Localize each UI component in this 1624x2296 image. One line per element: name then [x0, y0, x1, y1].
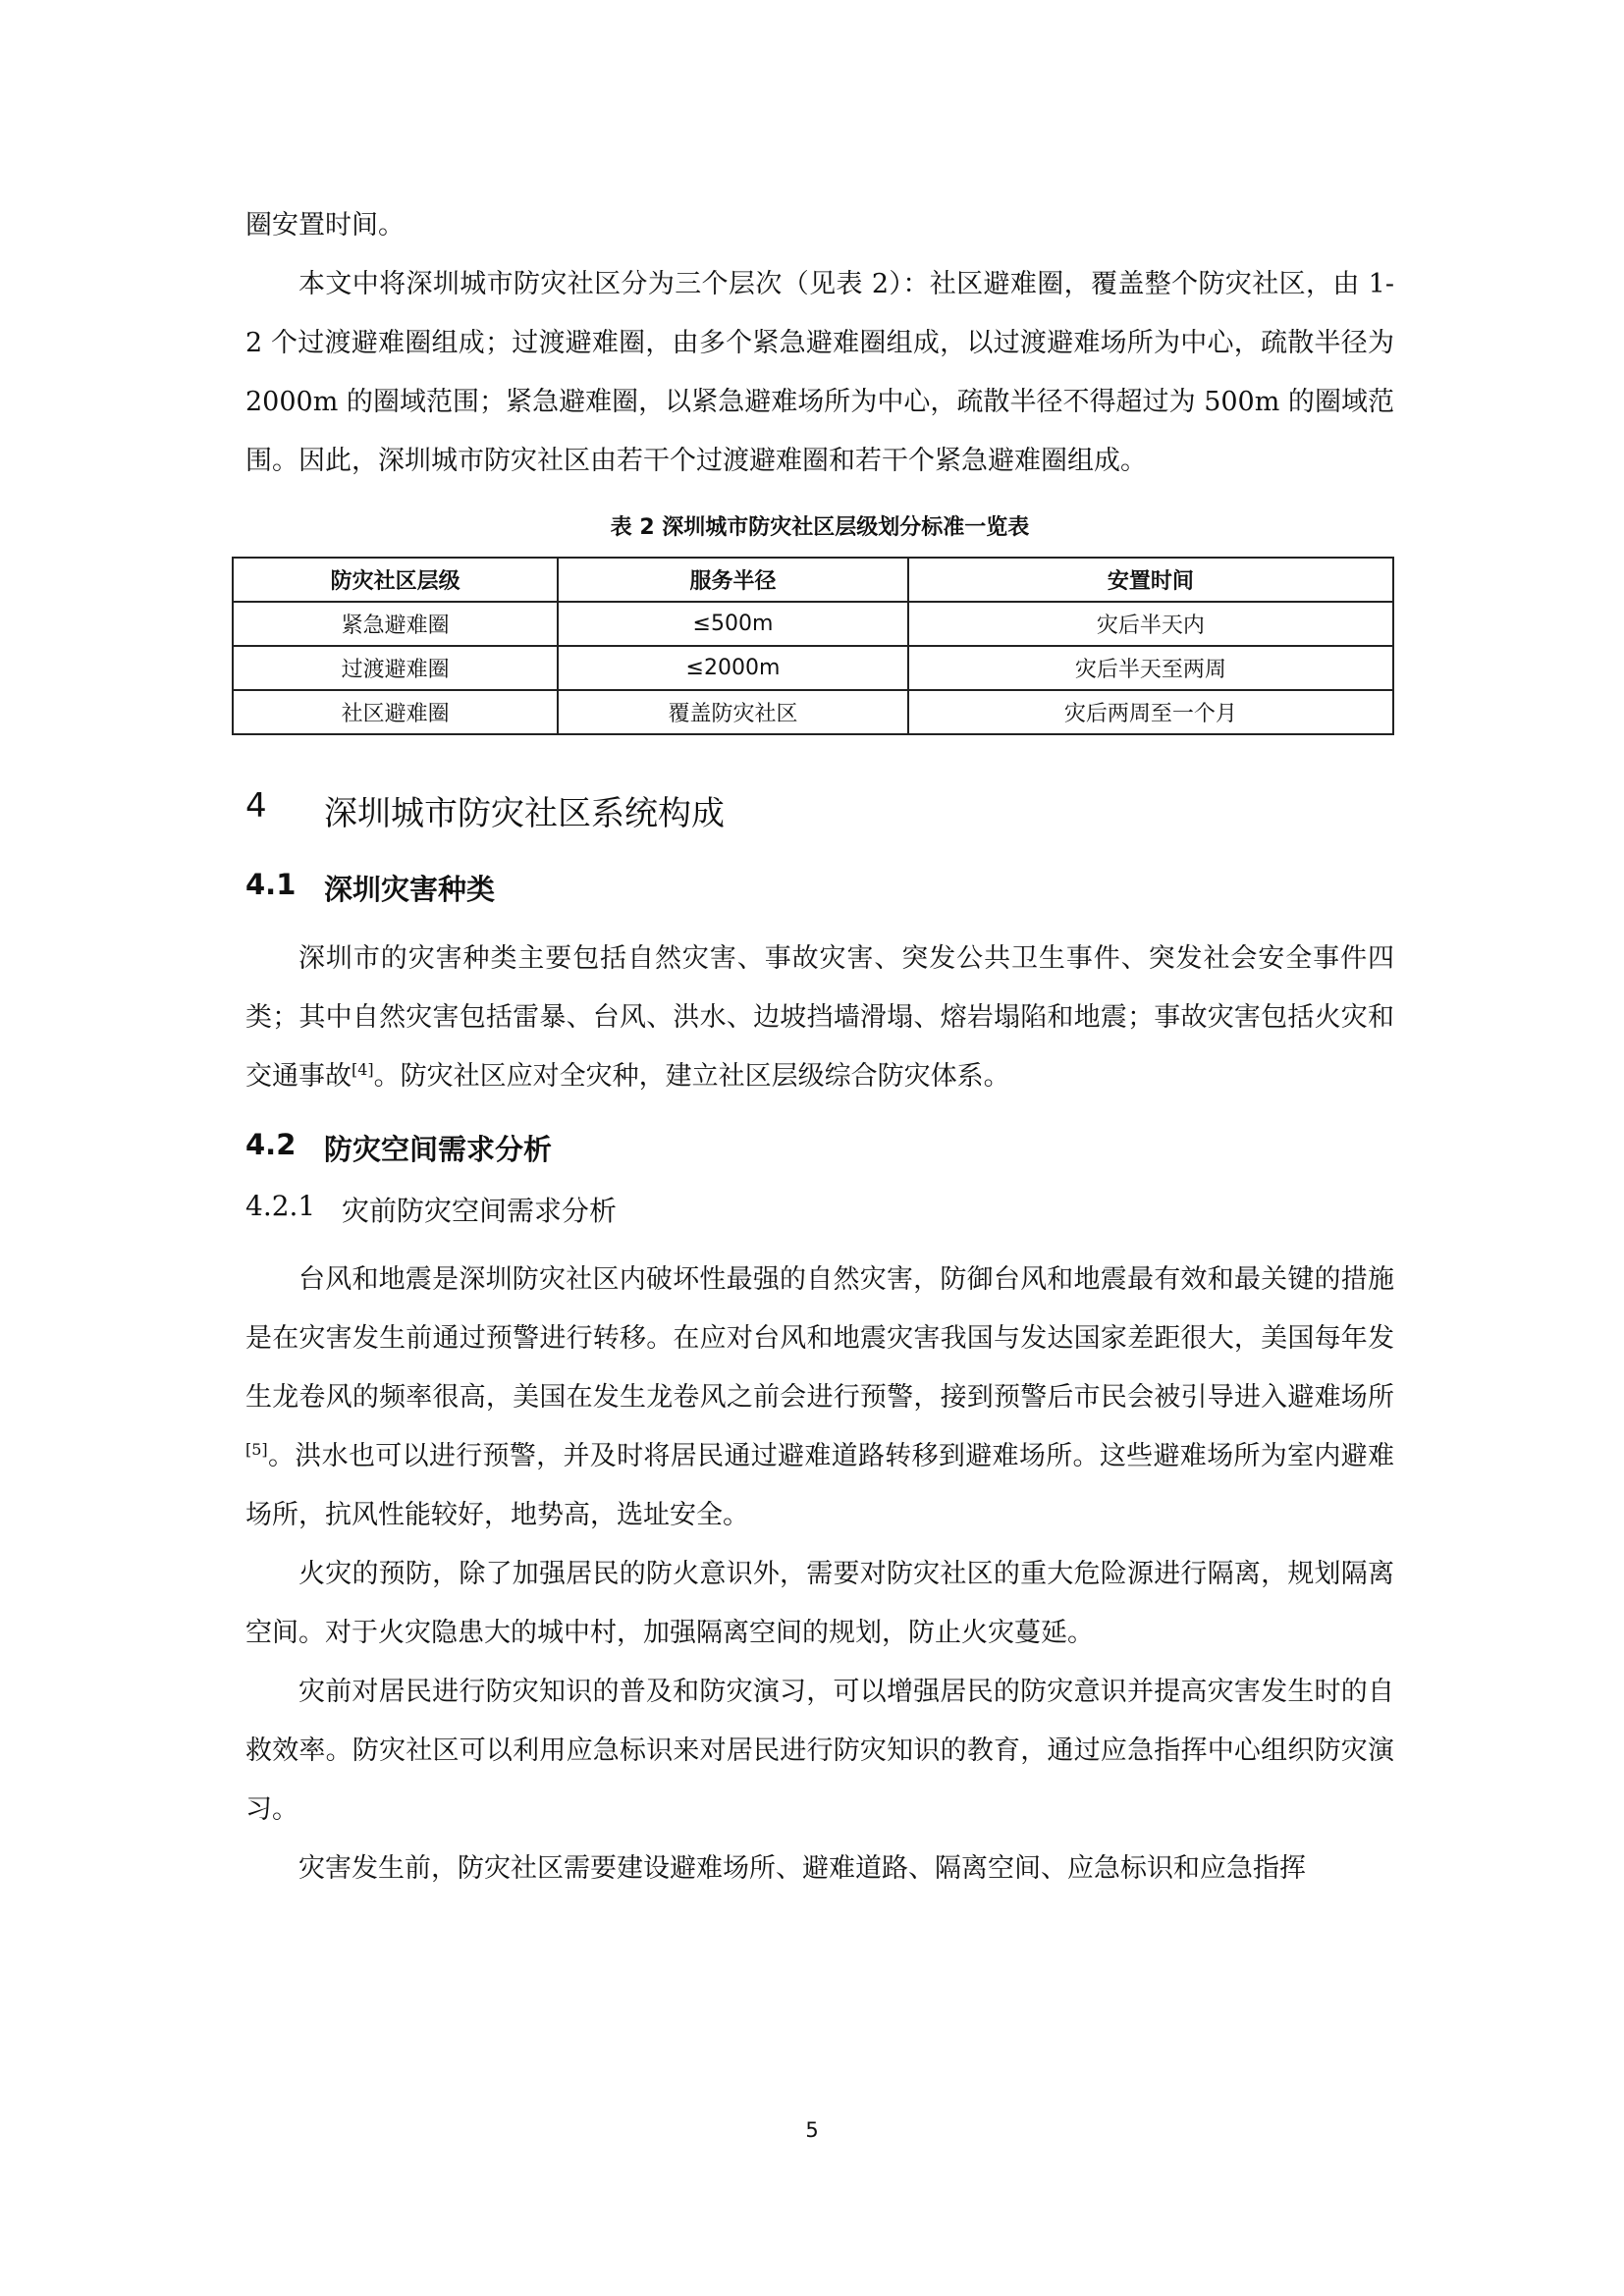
- paragraph-text: 深圳市的灾害种类主要包括自然灾害、事故灾害、突发公共卫生事件、突发社会安全事件四类；其中自然灾害包括雷暴、台风、洪水、边坡挡墙滑塌、熔岩塌陷和地震；事故灾害包括火灾和交通事故: [245, 943, 1394, 1092]
- community-level-table: [232, 557, 1394, 735]
- paragraph-pre-disaster: 灾害发生前，防灾社区需要建设避难场所、避难道路、隔离空间、应急标识和应急指挥: [298, 1853, 1306, 1884]
- table-cell: 社区避难圈: [233, 690, 558, 734]
- section-title: 深圳城市防灾社区系统构成: [324, 794, 725, 833]
- paragraph-continued: 圈安置时间。: [245, 210, 405, 240]
- section-heading-4: [245, 786, 1394, 834]
- section-heading-4-2: [245, 1128, 1394, 1168]
- table-cell: 紧急避难圈: [233, 602, 558, 646]
- section-number: 4.1: [245, 868, 297, 901]
- section-heading-4-1: [245, 868, 1394, 908]
- paragraph-typhoon-earthquake: [245, 1251, 1394, 1545]
- section-title: 灾前防灾空间需求分析: [342, 1195, 618, 1227]
- table-cell: 灾后半天内: [908, 602, 1393, 646]
- table-cell: ≤500m: [558, 602, 908, 646]
- table-header-row: [233, 558, 1393, 602]
- table-header-cell: 服务半径: [558, 558, 908, 602]
- paragraph-community-levels: 本文中将深圳城市防灾社区分为三个层次（见表 2）：社区避难圈，覆盖整个防灾社区，由 1-2 个过渡避难圈组成；过渡避难圈，由多个紧急避难圈组成，以过渡避难场所为中心，疏散半径为 2000m 的圈域范围；紧急避难圈，以紧急避难场所为中心，疏散半径不得超过为 500m 的圈域范围。因此，深圳城市防灾社区由若干个过渡避难圈和若干个紧急避难圈组成。: [245, 269, 1394, 476]
- table-row: [233, 646, 1393, 690]
- section-title: 防灾空间需求分析: [324, 1133, 553, 1166]
- citation-ref: [5]: [245, 1440, 268, 1459]
- section-heading-4-2-1: [245, 1190, 1394, 1229]
- section-number: 4.2.1: [245, 1190, 316, 1222]
- section-number: 4: [245, 786, 267, 826]
- page-number: 5: [805, 2118, 819, 2142]
- table-cell: 灾后两周至一个月: [908, 690, 1393, 734]
- table-cell: ≤2000m: [558, 646, 908, 690]
- table-cell: 覆盖防灾社区: [558, 690, 908, 734]
- paragraph-fire-prevention: 火灾的预防，除了加强居民的防火意识外，需要对防灾社区的重大危险源进行隔离，规划隔离空间。对于火灾隐患大的城中村，加强隔离空间的规划，防止火灾蔓延。: [245, 1559, 1394, 1648]
- paper-page: [245, 196, 1394, 1898]
- paragraph-disaster-types: [245, 930, 1394, 1106]
- paragraph-drills: 灾前对居民进行防灾知识的普及和防灾演习，可以增强居民的防灾意识并提高灾害发生时的自救效率。防灾社区可以利用应急标识来对居民进行防灾知识的教育，通过应急指挥中心组织防灾演习。: [245, 1677, 1394, 1825]
- table-cell: 灾后半天至两周: [908, 646, 1393, 690]
- paragraph-text: 。防灾社区应对全灾种，建立社区层级综合防灾体系。: [373, 1061, 1010, 1092]
- citation-ref: [4]: [352, 1060, 374, 1079]
- table-row: [233, 690, 1393, 734]
- table-cell: 过渡避难圈: [233, 646, 558, 690]
- table-caption: 表 2 深圳城市防灾社区层级划分标准一览表: [610, 515, 1030, 540]
- paragraph-text: 。洪水也可以进行预警，并及时将居民通过避难道路转移到避难场所。这些避难场所为室内避难场所，抗风性能较好，地势高，选址安全。: [245, 1441, 1394, 1530]
- table-row: [233, 602, 1393, 646]
- paragraph-text: 台风和地震是深圳防灾社区内破坏性最强的自然灾害，防御台风和地震最有效和最关键的措施是在灾害发生前通过预警进行转移。在应对台风和地震灾害我国与发达国家差距很大，美国每年发生龙卷风的频率很高，美国在发生龙卷风之前会进行预警，接到预警后市民会被引导进入避难场所: [245, 1264, 1394, 1413]
- section-number: 4.2: [245, 1128, 297, 1161]
- table-header-cell: 防灾社区层级: [233, 558, 558, 602]
- table-header-cell: 安置时间: [908, 558, 1393, 602]
- section-title: 深圳灾害种类: [324, 873, 496, 906]
